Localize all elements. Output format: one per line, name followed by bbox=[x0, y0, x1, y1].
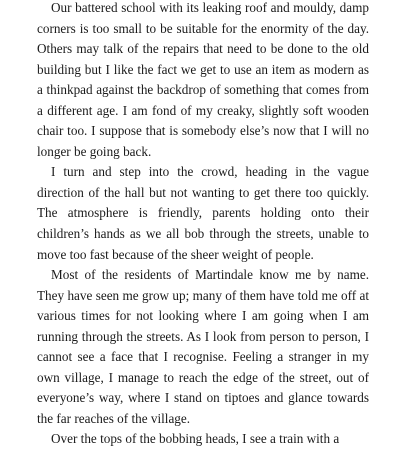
paragraph-4: Over the tops of the bobbing heads, I see a train with a bbox=[51, 431, 340, 447]
paragraph-3: Most of the residents of Martindale know me by name. They have seen me grow up; many of them have told me off at various times for not looking where I am going when I am running through the streets. As I look from person to person, I cannot see a face that I recognise. Feeling a stranger in my own village, I manage to reach the edge of the street, out of everyone’s way, where I stand on tiptoes and glance towards the far reaches of the village. bbox=[37, 267, 369, 426]
body-text bbox=[37, 0, 369, 450]
paragraph-1: Our battered school with its leaking roof and mouldy, damp corners is too small to be suitable for the enormity of the day. Others may talk of the repairs that need to be done to the old building but I like the fact we get to use an item as modern as a thinkpad against the backdrop of something that comes from a different age. I am fond of my creaky, slightly soft wooden chair too. I suppose that is somebody else’s now that I will no longer be going back. bbox=[37, 0, 369, 159]
paragraph-2: I turn and step into the crowd, heading in the vague direction of the hall but not wanting to get there too quickly. The atmosphere is friendly, parents holding onto their children’s hands as we all bob through the streets, unable to move too fast because of the sheer weight of people. bbox=[37, 164, 369, 262]
